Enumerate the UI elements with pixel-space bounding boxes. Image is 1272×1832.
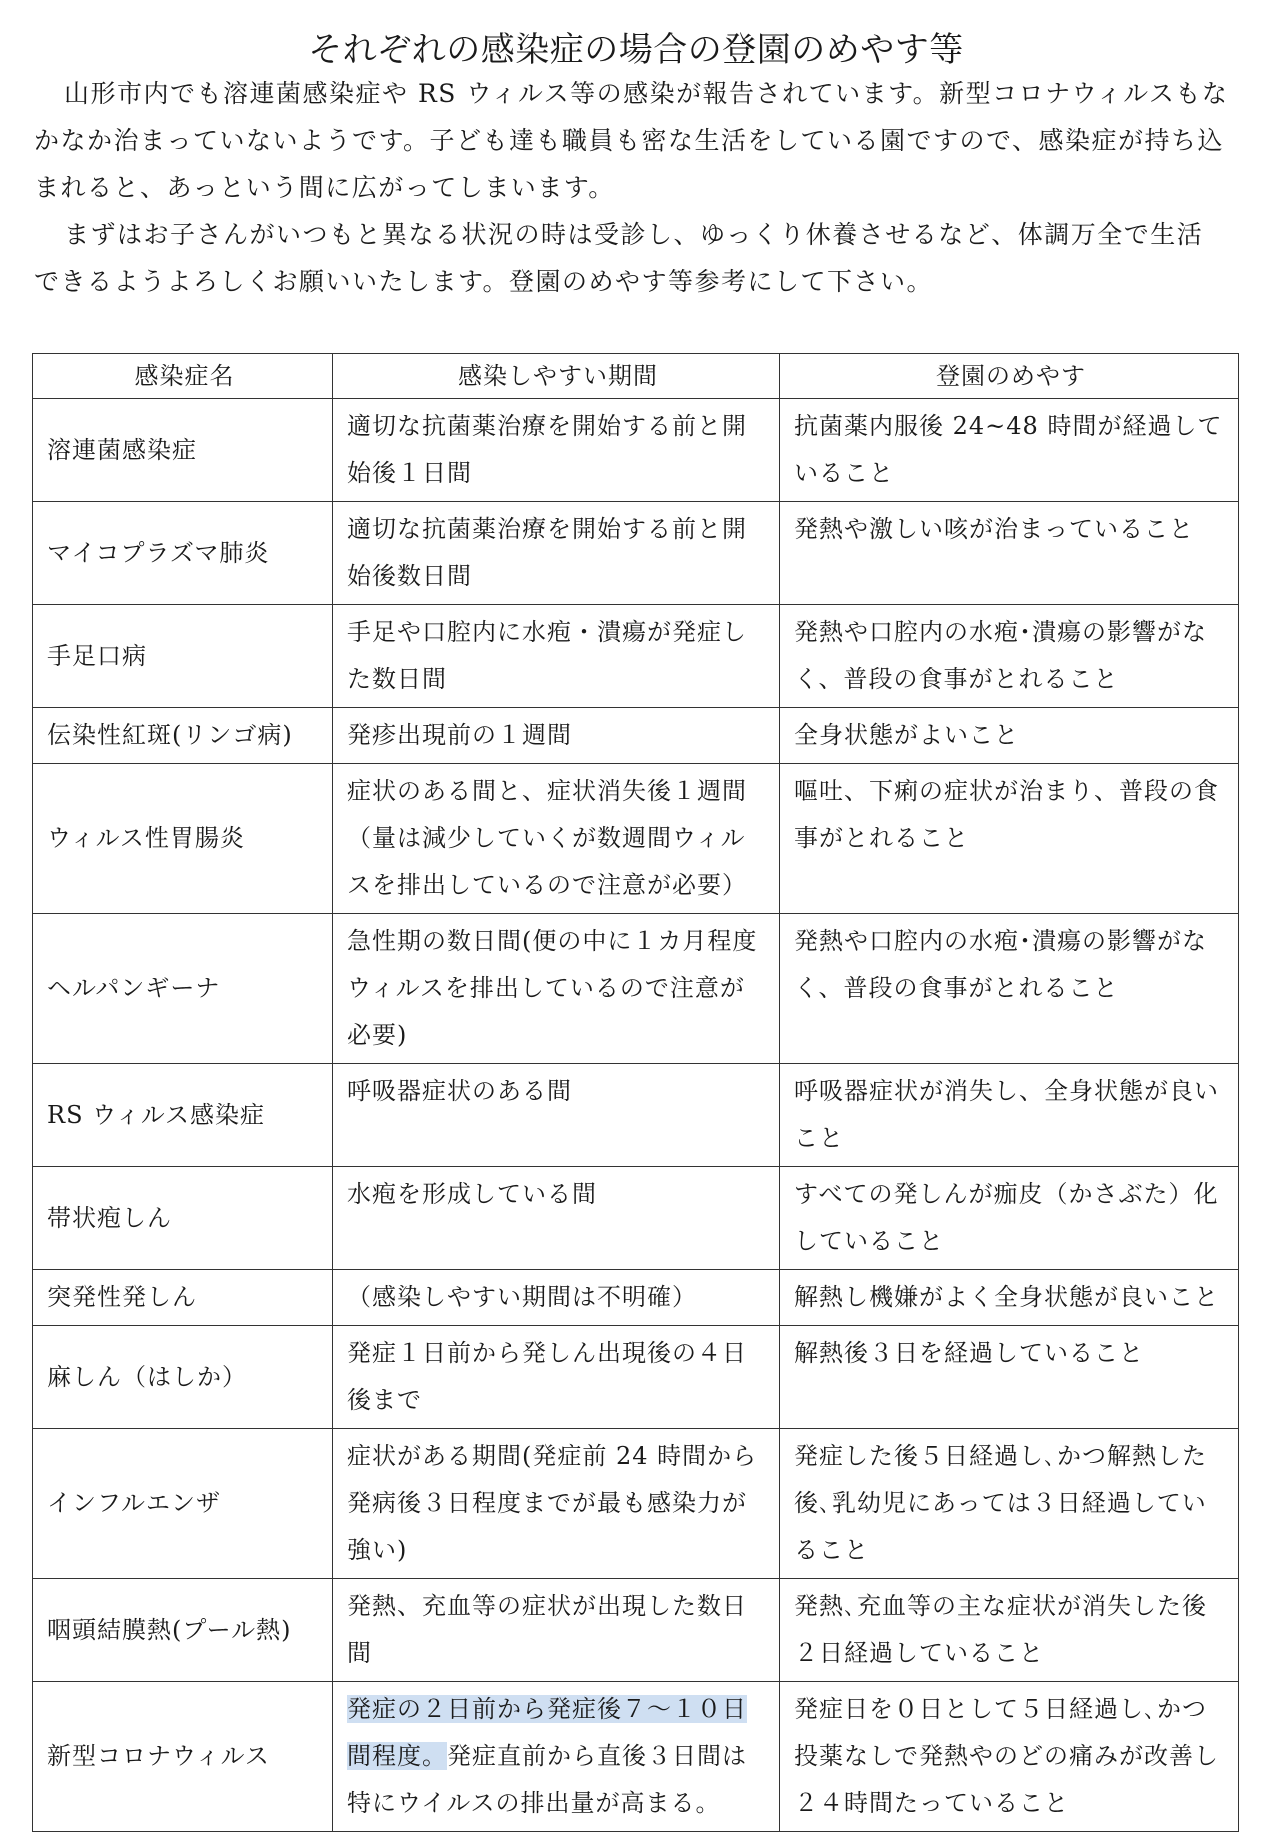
attendance-guideline: 解熱後３日を経過していること bbox=[780, 1326, 1239, 1429]
disease-name: ウィルス性胃腸炎 bbox=[33, 764, 333, 914]
infectious-period: 症状のある間と、症状消失後１週間（量は減少していくが数週間ウィルスを排出しているので注意が必要） bbox=[333, 764, 780, 914]
attendance-guideline: 発熱や口腔内の水疱･潰瘍の影響がなく、普段の食事がとれること bbox=[780, 914, 1239, 1064]
disease-name: 帯状疱しん bbox=[33, 1167, 333, 1270]
infectious-period: 急性期の数日間(便の中に１カ月程度ウィルスを排出しているので注意が必要) bbox=[333, 914, 780, 1064]
header-infectious-period: 感染しやすい期間 bbox=[333, 354, 780, 399]
disease-name: 突発性発しん bbox=[33, 1270, 333, 1326]
infectious-period: 手足や口腔内に水疱・潰瘍が発症した数日間 bbox=[333, 605, 780, 708]
attendance-guideline: 発熱､充血等の主な症状が消失した後２日経過していること bbox=[780, 1579, 1239, 1682]
attendance-guideline: 発熱や激しい咳が治まっていること bbox=[780, 502, 1239, 605]
attendance-guideline: 嘔吐、下痢の症状が治まり、普段の食事がとれること bbox=[780, 764, 1239, 914]
highlighted-text: 発症の２日前から発症後７～１０日間程度。 bbox=[347, 1695, 747, 1770]
infectious-period: 適切な抗菌薬治療を開始する前と開始後１日間 bbox=[333, 399, 780, 502]
infectious-period bbox=[333, 1682, 780, 1832]
table-row bbox=[33, 1167, 1239, 1270]
infectious-period: 発症１日前から発しん出現後の４日後まで bbox=[333, 1326, 780, 1429]
table-row bbox=[33, 1682, 1239, 1832]
table-row bbox=[33, 764, 1239, 914]
header-disease-name: 感染症名 bbox=[33, 354, 333, 399]
disease-name: 新型コロナウィルス bbox=[33, 1682, 333, 1832]
attendance-guideline: 解熱し機嫌がよく全身状態が良いこと bbox=[780, 1270, 1239, 1326]
disease-name: 手足口病 bbox=[33, 605, 333, 708]
infectious-period-rest: 発症直前から直後３日間は特にウイルスの排出量が高まる。 bbox=[347, 1742, 747, 1817]
table-row bbox=[33, 1270, 1239, 1326]
table-row bbox=[33, 914, 1239, 1064]
header-attendance-guideline: 登園のめやす bbox=[780, 354, 1239, 399]
table-row bbox=[33, 605, 1239, 708]
infectious-period: 適切な抗菌薬治療を開始する前と開始後数日間 bbox=[333, 502, 780, 605]
table-row bbox=[33, 502, 1239, 605]
table-row bbox=[33, 1326, 1239, 1429]
disease-name: 咽頭結膜熱(プール熱) bbox=[33, 1579, 333, 1682]
intro-text bbox=[34, 70, 1229, 305]
attendance-guideline: すべての発しんが痂皮（かさぶた）化していること bbox=[780, 1167, 1239, 1270]
attendance-guideline: 抗菌薬内服後 24~48 時間が経過していること bbox=[780, 399, 1239, 502]
table-row bbox=[33, 1064, 1239, 1167]
infectious-period: 症状がある期間(発症前 24 時間から発病後３日程度までが最も感染力が強い) bbox=[333, 1429, 780, 1579]
infectious-period: 水疱を形成している間 bbox=[333, 1167, 780, 1270]
attendance-guideline: 発熱や口腔内の水疱･潰瘍の影響がなく、普段の食事がとれること bbox=[780, 605, 1239, 708]
table-row bbox=[33, 708, 1239, 764]
disease-name: RS ウィルス感染症 bbox=[33, 1064, 333, 1167]
attendance-guideline: 発症日を０日として５日経過し､かつ投薬なしで発熱やのどの痛みが改善し２４時間たっていること bbox=[780, 1682, 1239, 1832]
table-row bbox=[33, 1429, 1239, 1579]
table-header-row bbox=[33, 354, 1239, 399]
attendance-guideline: 発症した後５日経過し､かつ解熱した後､乳幼児にあっては３日経過していること bbox=[780, 1429, 1239, 1579]
infectious-period: 呼吸器症状のある間 bbox=[333, 1064, 780, 1167]
intro-paragraph-2: まずはお子さんがいつもと異なる状況の時は受診し、ゆっくり休養させるなど、体調万全で生活できるようよろしくお願いいたします。登園のめやす等参考にして下さい。 bbox=[34, 220, 1204, 296]
attendance-guideline: 全身状態がよいこと bbox=[780, 708, 1239, 764]
infectious-period: 発疹出現前の１週間 bbox=[333, 708, 780, 764]
table-row bbox=[33, 399, 1239, 502]
disease-name: マイコプラズマ肺炎 bbox=[33, 502, 333, 605]
infection-guideline-table bbox=[32, 353, 1239, 1832]
infectious-period: 発熱、充血等の症状が出現した数日間 bbox=[333, 1579, 780, 1682]
infectious-period: （感染しやすい期間は不明確） bbox=[333, 1270, 780, 1326]
disease-name: 溶連菌感染症 bbox=[33, 399, 333, 502]
disease-name: 伝染性紅斑(リンゴ病) bbox=[33, 708, 333, 764]
intro-paragraph-1: 山形市内でも溶連菌感染症や RS ウィルス等の感染が報告されています。新型コロナウィルスもなかなか治まっていないようです。子ども達も職員も密な生活をしている園ですので、感染症が持ち込まれると、あっという間に広がってしまいます。 bbox=[34, 79, 1229, 202]
disease-name: ヘルパンギーナ bbox=[33, 914, 333, 1064]
attendance-guideline: 呼吸器症状が消失し、全身状態が良いこと bbox=[780, 1064, 1239, 1167]
disease-name: インフルエンザ bbox=[33, 1429, 333, 1579]
table-row bbox=[33, 1579, 1239, 1682]
disease-name: 麻しん（はしか） bbox=[33, 1326, 333, 1429]
page-title: それぞれの感染症の場合の登園のめやす等 bbox=[308, 30, 964, 70]
